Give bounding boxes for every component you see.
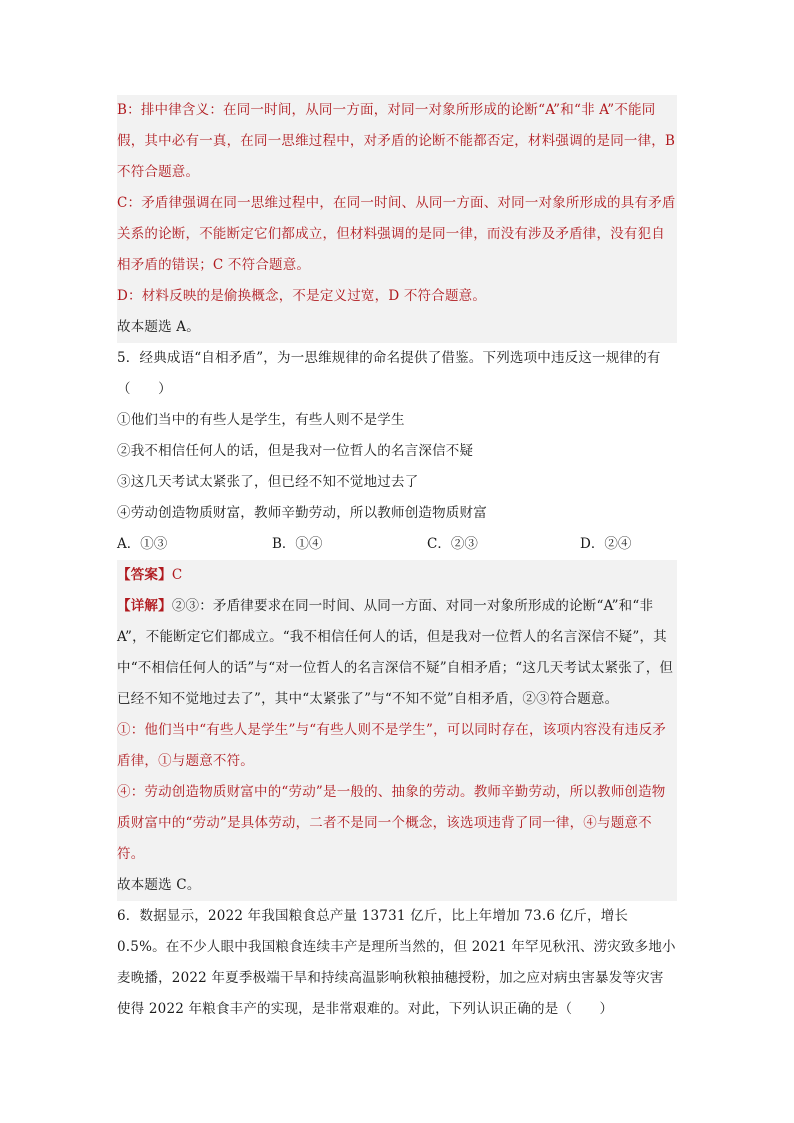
answer-label: 【答案】 xyxy=(117,567,172,583)
option-a: A．①③ xyxy=(117,536,168,552)
question-6 xyxy=(117,901,677,1025)
question-5-conclusion: 故本题选 C。 xyxy=(117,877,201,893)
explanation-option-c: C：矛盾律强调在同一思维过程中，在同一时间、从同一方面、对同一对象所形成的具有矛盾关系的论断，不能断定它们都成立，但材料强调的是同一律，而没有涉及矛盾律，没有犯自相矛盾的错误；C 不符合题意。 xyxy=(117,195,676,273)
question-5-item-2: ②我不相信任何人的话，但是我对一位哲人的名言深信不疑 xyxy=(117,443,474,459)
question-5-answer-block xyxy=(117,560,677,901)
question-5-options xyxy=(117,529,677,560)
detail-label: 【详解】 xyxy=(117,598,172,614)
question-6-stem: 6．数据显示，2022 年我国粮食总产量 13731 亿斤，比上年增加 73.6 亿斤，增长 0.5%。在不少人眼中我国粮食连续丰产是理所当然的，但 2021 年罕见秋汛、涝灾致多地小麦晚播，2022 年夏季极端干旱和持续高温影响秋粮抽穗授粉，加之应对病虫害暴发等灾害使得 2022 年粮食丰产的实现，是非常艰难的。对此，下列认识正确的是（ ） xyxy=(117,908,676,1017)
question-5 xyxy=(117,343,677,560)
question-5-item-3: ③这几天考试太紧张了，但已经不知不觉地过去了 xyxy=(117,474,419,490)
answer-value: C xyxy=(171,567,183,583)
detail-paragraph xyxy=(117,591,677,715)
explanation-option-d: D：材料反映的是偷换概念，不是定义过宽，D 不符合题意。 xyxy=(117,288,487,304)
question-5-stem: 5．经典成语“自相矛盾”，为一思维规律的命名提供了借鉴。下列选项中违反这一规律的有（ ） xyxy=(117,350,661,397)
document-content xyxy=(117,95,677,1025)
previous-conclusion: 故本题选 A。 xyxy=(117,319,200,335)
option-b: B．①④ xyxy=(272,536,323,552)
question-5-item-1: ①他们当中的有些人是学生，有些人则不是学生 xyxy=(117,412,405,428)
answer-line xyxy=(117,560,677,591)
detail-text: ②③：矛盾律要求在同一时间、从同一方面、对同一对象所形成的论断“A”和“非A”，不能断定它们都成立。“我不相信任何人的话，但是我对一位哲人的名言深信不疑”，其中“不相信任何人的话”与“对一位哲人的名言深信不疑”自相矛盾；“这几天考试太紧张了，但已经不知不觉地过去了”，其中“太紧张了”与“不知不觉”自相矛盾，②③符合题意。 xyxy=(117,598,674,707)
explanation-option-b: B：排中律含义：在同一时间，从同一方面，对同一对象所形成的论断“A”和“非 A”不能同假，其中必有一真，在同一思维过程中，对矛盾的论断不能都否定，材料强调的是同一律，B 不符合题意。 xyxy=(117,102,676,180)
option-d: D．②④ xyxy=(580,536,632,552)
option-c: C．②③ xyxy=(427,536,478,552)
detail-item-4: ④：劳动创造物质财富中的“劳动”是一般的、抽象的劳动。教师辛勤劳动，所以教师创造物质财富中的“劳动”是具体劳动，二者不是同一个概念，该选项违背了同一律，④与题意不符。 xyxy=(117,784,666,862)
previous-explanation-block xyxy=(117,95,677,343)
detail-item-1: ①：他们当中“有些人是学生”与“有些人则不是学生”，可以同时存在，该项内容没有违反矛盾律，①与题意不符。 xyxy=(117,722,667,769)
question-5-item-4: ④劳动创造物质财富，教师辛勤劳动，所以教师创造物质财富 xyxy=(117,505,487,521)
